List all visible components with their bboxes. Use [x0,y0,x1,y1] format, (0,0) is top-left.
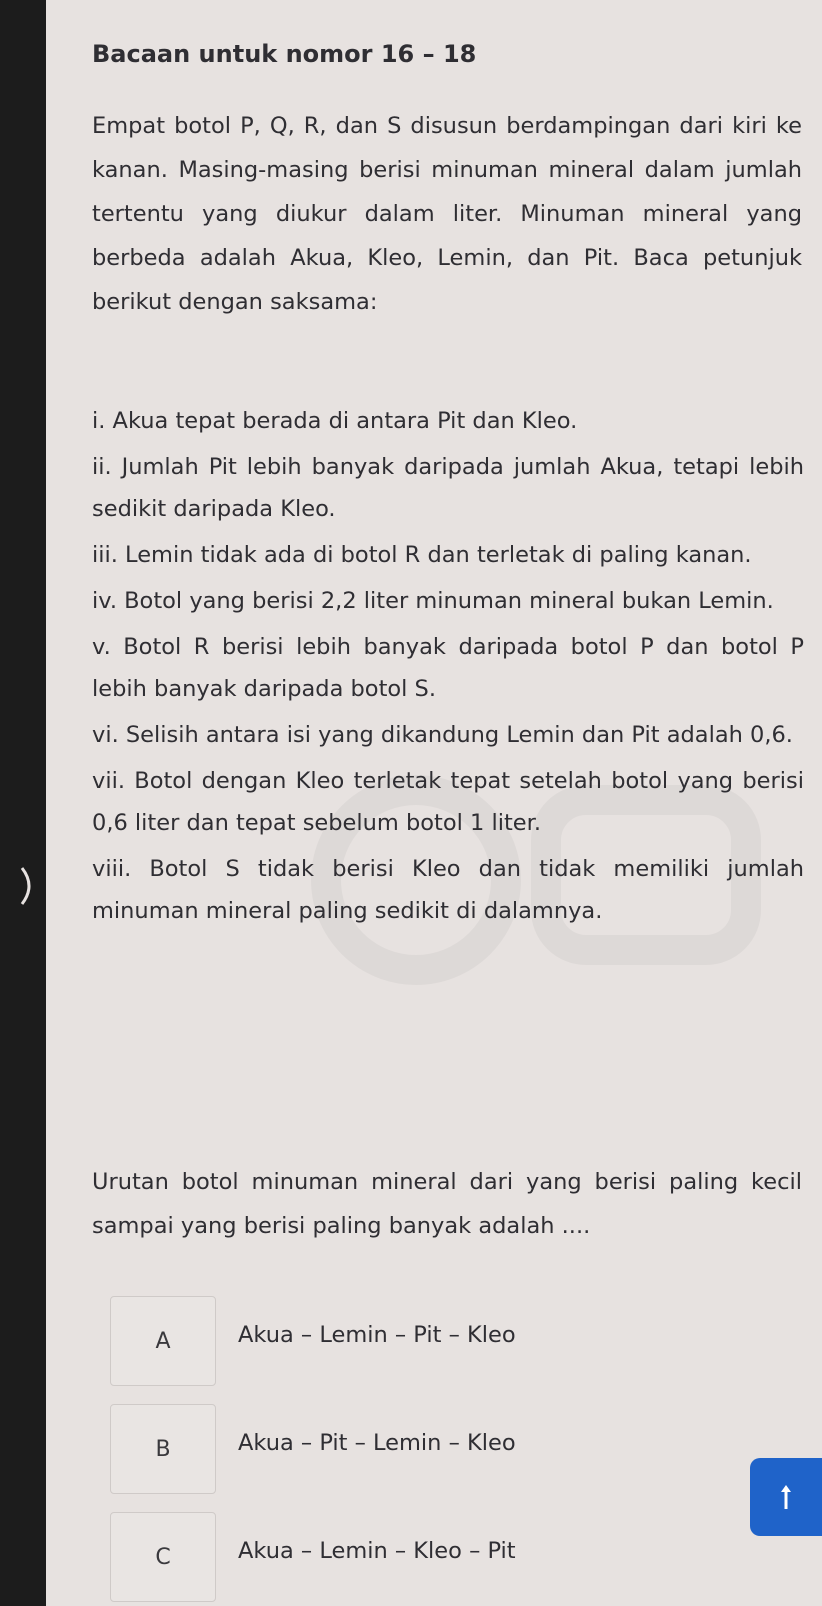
clue-item: vi. Selisih antara isi yang dikandung Lemin dan Pit adalah 0,6. [92,722,793,748]
bracket-icon [20,866,40,906]
clue-item: viii. Botol S tidak berisi Kleo dan tidak memiliki jumlah minuman mineral paling sedikit di dalamnya. [92,856,804,924]
reading-passage: Empat botol P, Q, R, dan S disusun berdampingan dari kiri ke kanan. Masing-masing berisi minuman mineral dalam jumlah tertentu yang diukur dalam liter. Minuman mineral yang berbeda adalah Akua, Kleo, Lemin, dan Pit. Baca petunjuk berikut dengan saksama: [92,113,802,315]
option-letter-box[interactable]: C [110,1512,216,1602]
option-letter-box[interactable]: A [110,1296,216,1386]
option-label: Akua – Lemin – Kleo – Pit [238,1538,516,1564]
clue-item: iii. Lemin tidak ada di botol R dan terletak di paling kanan. [92,542,752,568]
clue-item: v. Botol R berisi lebih banyak daripada botol P dan botol P lebih banyak daripada botol S. [92,634,804,702]
clue-item: ii. Jumlah Pit lebih banyak daripada jumlah Akua, tetapi lebih sedikit daripada Kleo. [92,454,804,522]
scroll-to-top-button[interactable] [750,1458,822,1536]
clue-item: vii. Botol dengan Kleo terletak tepat setelah botol yang berisi 0,6 liter dan tepat sebelum botol 1 liter. [92,768,804,836]
left-dark-edge [0,0,46,1606]
arrow-up-icon [779,1483,793,1511]
option-a[interactable] [110,1296,730,1384]
option-b[interactable] [110,1404,730,1492]
option-label: Akua – Pit – Lemin – Kleo [238,1430,516,1456]
clue-item: i. Akua tepat berada di antara Pit dan Kleo. [92,408,578,434]
option-c[interactable] [110,1512,730,1600]
clue-item: iv. Botol yang berisi 2,2 liter minuman mineral bukan Lemin. [92,588,774,614]
reading-heading: Bacaan untuk nomor 16 – 18 [92,40,477,68]
option-letter-box[interactable]: B [110,1404,216,1494]
question-text: Urutan botol minuman mineral dari yang berisi paling kecil sampai yang berisi paling banyak adalah .... [92,1169,802,1239]
option-label: Akua – Lemin – Pit – Kleo [238,1322,516,1348]
question-page [46,0,822,1606]
clue-list [92,400,804,936]
